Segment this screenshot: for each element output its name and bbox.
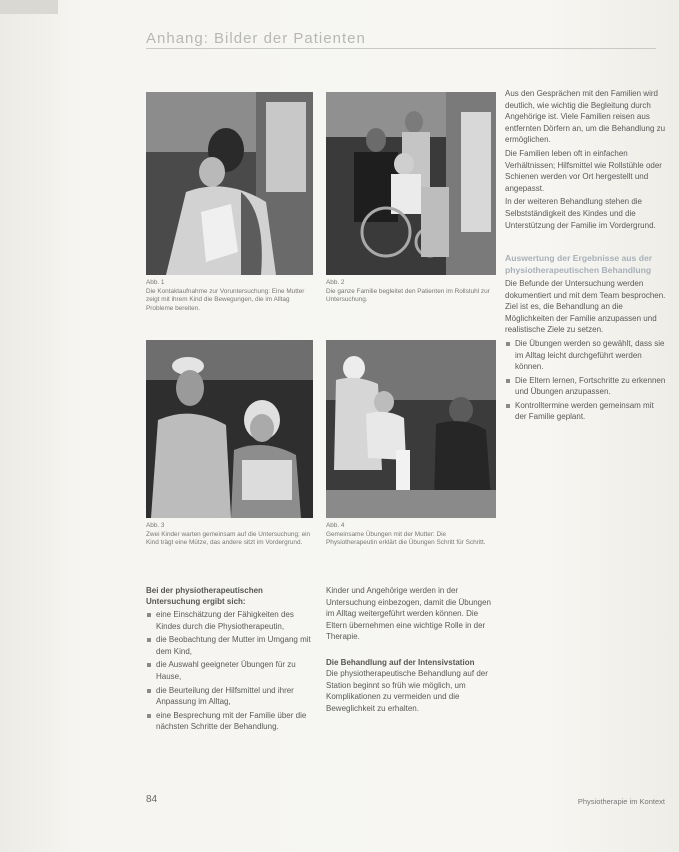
bullet-item: Die Eltern lernen, Fortschritte zu erkennen und Übungen anzupassen. <box>505 375 667 398</box>
bullet-item: die Beurteilung der Hilfsmittel und ihrer Anpassung im Alltag, <box>146 685 316 708</box>
bullet-item: eine Besprechung mit der Familie über die nächsten Schritte der Behandlung. <box>146 710 316 733</box>
right-text-column <box>505 88 667 780</box>
bullet-item: die Beobachtung der Mutter im Umgang mit dem Kind, <box>146 634 316 657</box>
body-paragraph: In der weiteren Behandlung stehen die Selbstständigkeit des Kindes und die Unterstützung der Familie im Vordergrund. <box>505 197 656 230</box>
corner-tab <box>0 0 58 14</box>
section-heading: Bei der physiotherapeutischen Untersuchung ergibt sich: <box>146 586 263 606</box>
photo-caption-2 <box>326 279 496 323</box>
running-head: Anhang: Bilder der Patienten <box>146 30 366 47</box>
bullet-item: eine Einschätzung der Fähigkeiten des Kindes durch die Physiotherapeutin, <box>146 609 316 632</box>
bullet-item: Die Übungen werden so gewählt, dass sie im Alltag leicht durchgeführt werden können. <box>505 338 667 373</box>
footer-section-title: Physiotherapie im Kontext <box>577 797 665 806</box>
body-paragraph: Kinder und Angehörige werden in der Untersuchung einbezogen, damit die Übungen im Alltag weitergeführt werden können. Die Eltern übernehmen eine wichtige Rolle in der Therapie. <box>326 586 492 642</box>
caption-label: Abb. 4 <box>326 522 345 529</box>
bullet-item: die Auswahl geeigneter Übungen für zu Hause, <box>146 659 316 682</box>
middle-text-column <box>326 585 496 785</box>
caption-text: Zwei Kinder warten gemeinsam auf die Untersuchung; ein Kind trägt eine Mütze, das andere sitzt im Vordergrund. <box>146 530 311 547</box>
photo-caption-4 <box>326 522 496 566</box>
caption-label: Abb. 1 <box>146 279 165 286</box>
header-rule <box>146 48 656 49</box>
photo-family-wheelchair <box>326 92 496 275</box>
section-heading: Auswertung der Ergebnisse aus der physiotherapeutischen Behandlung <box>505 253 653 275</box>
caption-text: Gemeinsame Übungen mit der Mutter: Die Physiotherapeutin erklärt die Übungen Schritt für Schritt. <box>326 530 486 547</box>
caption-text: Die ganze Familie begleitet den Patienten im Rollstuhl zur Untersuchung. <box>326 287 490 304</box>
page-number: 84 <box>146 794 158 805</box>
body-paragraph: Die physiotherapeutische Behandlung auf der Station beginnt so früh wie möglich, um Komplikationen zu vermeiden und die Beweglichkeit zu erhalten. <box>326 668 488 713</box>
left-text-column <box>146 585 316 785</box>
photo-mother-child <box>146 92 313 275</box>
photo-two-children <box>146 340 313 518</box>
body-paragraph: Die Familien leben oft in einfachen Verhältnissen; Hilfsmittel wie Rollstühle oder Schienen werden vor Ort hergestellt und angepasst. <box>505 148 662 193</box>
body-paragraph: Die Befunde der Untersuchung werden dokumentiert und mit dem Team besprochen. Ziel ist es, die Behandlung an die Möglichkeiten der Familie anzupassen und realistische Ziele zu setzen. <box>505 278 666 335</box>
caption-label: Abb. 2 <box>326 279 345 286</box>
photo-therapy-session <box>326 340 496 518</box>
caption-label: Abb. 3 <box>146 522 165 529</box>
caption-text: Die Kontaktaufnahme zur Voruntersuchung: Eine Mutter zeigt mit ihrem Kind die Bewegungen, die im Alltag Probleme bereiten. <box>146 287 305 312</box>
body-paragraph: Aus den Gesprächen mit den Familien wird deutlich, wie wichtig die Begleitung durch Angehörige ist. Viele Familien reisen aus entfernten Dörfern an, um die Behandlung zu ermöglichen. <box>505 89 666 145</box>
photo-caption-1 <box>146 279 316 323</box>
section-heading: Die Behandlung auf der Intensivstation <box>326 657 475 667</box>
photo-caption-3 <box>146 522 316 566</box>
bullet-item: Kontrolltermine werden gemeinsam mit der Familie geplant. <box>505 400 667 423</box>
